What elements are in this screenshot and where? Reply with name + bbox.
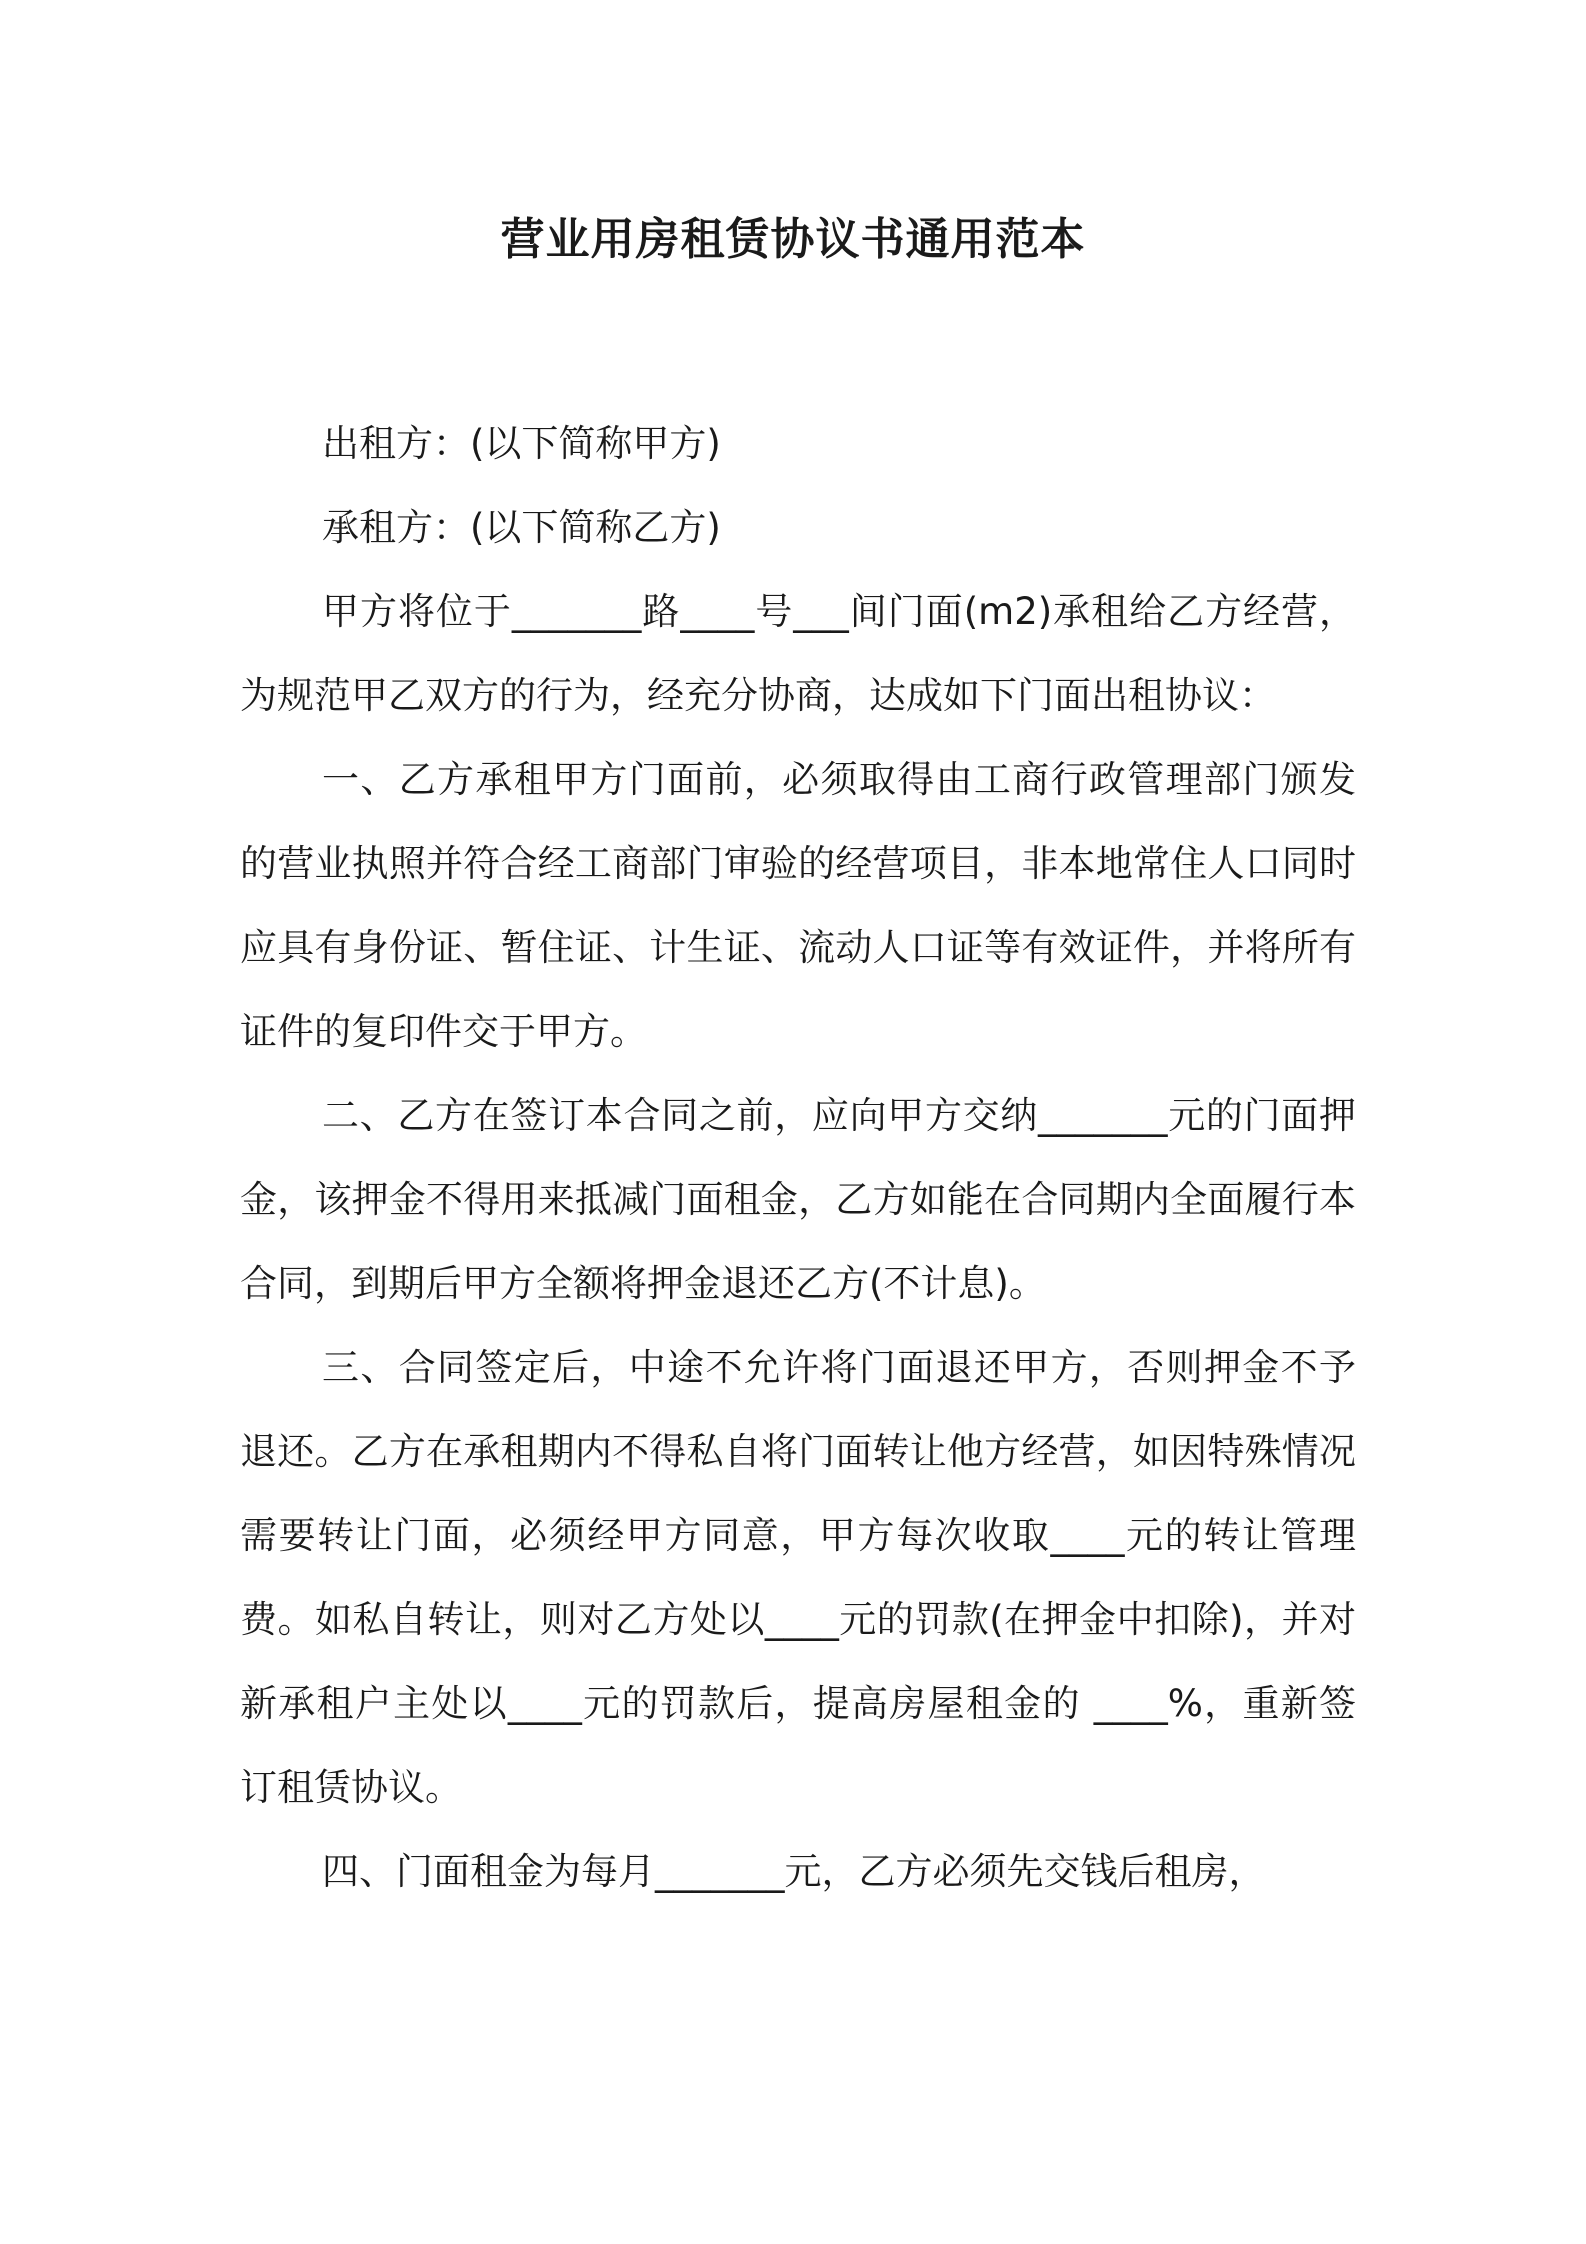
document-body	[240, 402, 1356, 1914]
lessor-line: 出租方：(以下简称甲方)	[322, 422, 721, 465]
clause-4-paragraph: 四、门面租金为每月_______元，乙方必须先交钱后租房，	[322, 1850, 1266, 1893]
clause-3-paragraph: 三、合同签定后，中途不允许将门面退还甲方，否则押金不予退还。乙方在承租期内不得私自将门面转让他方经营，如因特殊情况需要转让门面，必须经甲方同意，甲方每次收取____元的转让管理费。如私自转让，则对乙方处以____元的罚款(在押金中扣除)，并对新承租户主处以____元的罚款后，提高房屋租金的 ____%，重新签订租赁协议。	[240, 1346, 1356, 1809]
document-title: 营业用房租赁协议书通用范本	[500, 214, 1086, 265]
clause-2-paragraph: 二、乙方在签订本合同之前，应向甲方交纳_______元的门面押金，该押金不得用来抵减门面租金，乙方如能在合同期内全面履行本合同，到期后甲方全额将押金退还乙方(不计息)。	[240, 1094, 1356, 1305]
intro-paragraph: 甲方将位于_______路____号___间门面(m2)承租给乙方经营，为规范甲乙双方的行为，经充分协商，达成如下门面出租协议：	[240, 590, 1356, 717]
lessee-line: 承租方：(以下简称乙方)	[322, 506, 721, 549]
clause-1-paragraph: 一、乙方承租甲方门面前，必须取得由工商行政管理部门颁发的营业执照并符合经工商部门审验的经营项目，非本地常住人口同时应具有身份证、暂住证、计生证、流动人口证等有效证件，并将所有证件的复印件交于甲方。	[240, 758, 1356, 1053]
